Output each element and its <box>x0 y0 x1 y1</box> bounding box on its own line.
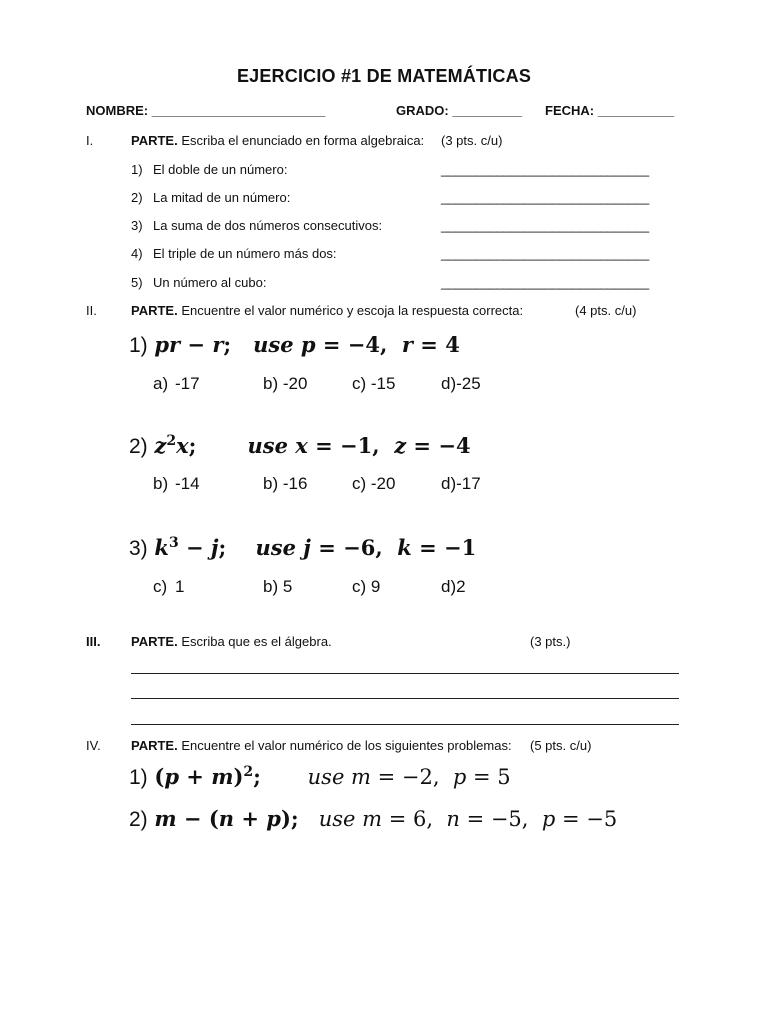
part1-item-num: 2) <box>131 190 143 205</box>
option: 1 <box>175 577 185 596</box>
part1-item-blank[interactable]: ______________________________ <box>441 162 649 177</box>
option: d)-25 <box>441 374 481 393</box>
part1-item-blank[interactable]: ______________________________ <box>441 218 649 233</box>
answer-line[interactable] <box>131 698 679 699</box>
option: b) <box>153 474 169 493</box>
nombre-label: NOMBRE: _________________________ <box>86 103 325 118</box>
grado-blank[interactable]: __________ <box>452 103 522 118</box>
part1-item-blank[interactable]: ______________________________ <box>441 246 649 261</box>
part1-item-text: El triple de un número más dos: <box>153 246 337 261</box>
option: b) -20 <box>263 374 308 393</box>
part1-item-text: El doble de un número: <box>153 162 288 177</box>
part1-item-text: La suma de dos números consecutivos: <box>153 218 383 233</box>
answer-line[interactable] <box>131 724 679 725</box>
part3-numeral: III. <box>86 634 101 649</box>
part3-heading: PARTE. Escriba que es el álgebra. <box>131 634 332 649</box>
part1-item-num: 3) <box>131 218 143 233</box>
answer-line[interactable] <box>131 673 679 674</box>
option: c) <box>153 577 168 596</box>
part4-numeral: IV. <box>86 738 101 753</box>
part4-points: (5 pts. c/u) <box>530 738 592 753</box>
part2-problem-2: 2) $z^2x$; use x = −1, z = −4 <box>129 433 471 458</box>
fecha-label: FECHA: ___________ <box>545 103 674 118</box>
part1-item-num: 5) <box>131 275 143 290</box>
part1-item-text: La mitad de un número: <box>153 190 291 205</box>
option: b) 5 <box>263 577 293 596</box>
part2-numeral: II. <box>86 303 97 318</box>
part1-item-num: 4) <box>131 246 143 261</box>
part4-problem-2: 2) m − (n + p); use m = 6, n = −5, p = −5 <box>129 806 618 831</box>
option: d)-17 <box>441 474 481 493</box>
part4-heading: PARTE. Encuentre el valor numérico de los siguientes problemas: <box>131 738 512 753</box>
option: c) -15 <box>352 374 396 393</box>
nombre-blank[interactable]: _________________________ <box>151 103 325 118</box>
part2-points: (4 pts. c/u) <box>575 303 637 318</box>
fecha-blank[interactable]: ___________ <box>597 103 674 118</box>
option: -14 <box>175 474 200 493</box>
part2-problem-1: 1) pr − r; use p = −4, r = 4 <box>129 332 460 357</box>
part4-problem-1: 1) $(p + m)^2$; use m = −2, p = 5 <box>129 764 511 789</box>
option: b) -16 <box>263 474 308 493</box>
part2-problem-3: 3) $k^3 - j$; use j = −6, k = −1 <box>129 535 477 560</box>
option: c) 9 <box>352 577 381 596</box>
part1-item-text: Un número al cubo: <box>153 275 267 290</box>
part1-heading: PARTE. Escriba el enunciado en forma algebraica: <box>131 133 425 148</box>
part1-item-blank[interactable]: ______________________________ <box>441 190 649 205</box>
page-title: EJERCICIO #1 DE MATEMÁTICAS <box>236 66 532 86</box>
part1-points: (3 pts. c/u) <box>441 133 503 148</box>
option: a) <box>153 374 169 393</box>
grado-label: GRADO: __________ <box>396 103 522 118</box>
part3-points: (3 pts.) <box>530 634 571 649</box>
part1-item-num: 1) <box>131 162 143 177</box>
part2-heading: PARTE. Encuentre el valor numérico y escoja la respuesta correcta: <box>131 303 524 318</box>
part1-numeral: I. <box>86 133 94 148</box>
option: c) -20 <box>352 474 396 493</box>
option: d)2 <box>441 577 466 596</box>
option: -17 <box>175 374 200 393</box>
part1-item-blank[interactable]: ______________________________ <box>441 275 649 290</box>
